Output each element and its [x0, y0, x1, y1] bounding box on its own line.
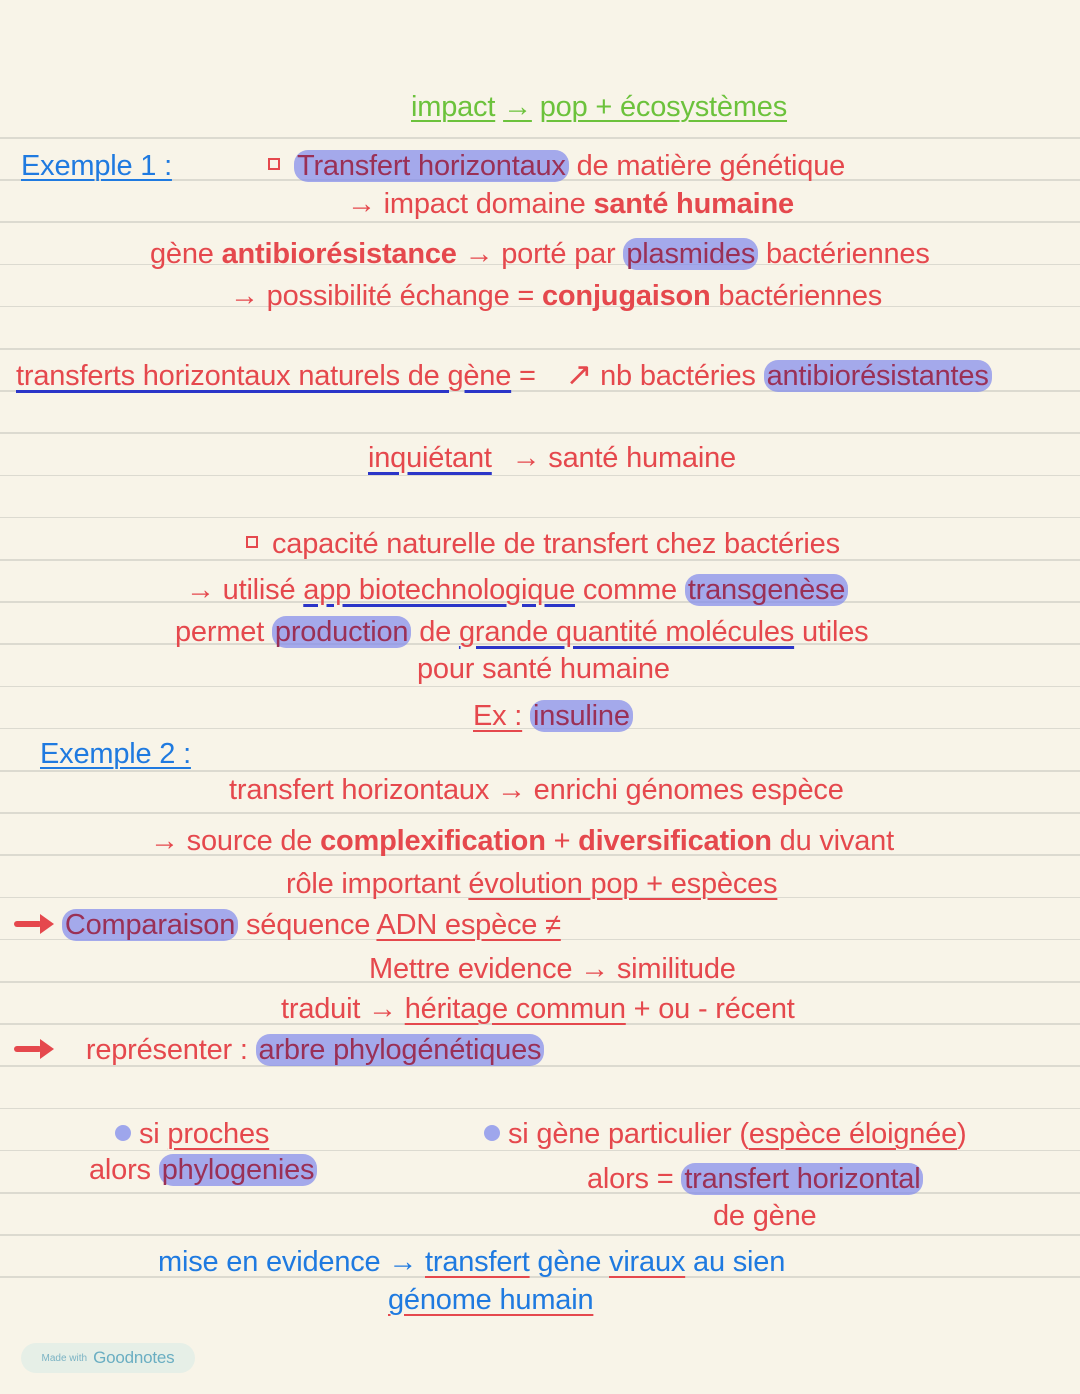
- highlight-transfert-horizontaux: Transfert horizontaux: [294, 150, 569, 182]
- ex1-line-9: [175, 614, 868, 650]
- ex2-line-6: [281, 991, 795, 1027]
- underlined-adn-espece: ADN espèce ≠: [376, 909, 561, 941]
- text: permet: [175, 616, 272, 648]
- text: ): [957, 1118, 967, 1150]
- ex2-line-1: transfert horizontaux → enrichi génomes espèce: [229, 774, 844, 806]
- ex1-line-8: [186, 572, 848, 608]
- underlined-ex: Ex :: [473, 700, 523, 732]
- right-col-line-1: [484, 1116, 967, 1152]
- underlined-genome-humain: génome humain: [388, 1284, 594, 1316]
- text: du vivant: [771, 825, 894, 857]
- ruled-line: [0, 517, 1080, 519]
- right-col-line-3: de gène: [713, 1200, 817, 1232]
- ruled-line: [0, 432, 1080, 434]
- ex2-line-5: Mettre evidence → similitude: [369, 953, 736, 985]
- right-col-line-2: [587, 1161, 923, 1197]
- bold-complexification: complexification: [320, 825, 546, 857]
- text: mise en evidence →: [158, 1246, 425, 1278]
- text: de: [411, 616, 459, 648]
- highlight-arbre-phylogenetiques: arbre phylogénétiques: [256, 1034, 545, 1066]
- text: → utilisé: [186, 574, 304, 606]
- ex2-line-2: [150, 823, 894, 859]
- square-bullet-icon: [246, 536, 258, 548]
- ex1-line-3: [150, 236, 930, 272]
- title-pop-ecosystems: pop + écosystèmes: [539, 91, 788, 123]
- ex1-line-10: pour santé humaine: [417, 653, 670, 685]
- badge-small-text: Made with: [41, 1352, 88, 1364]
- text: bactériennes: [710, 280, 883, 312]
- ex1-line-4: [230, 278, 882, 314]
- arrow-icon: →: [503, 91, 532, 123]
- ex1-line-11: [473, 698, 633, 734]
- highlight-production: production: [272, 616, 411, 648]
- ex2-line-8: [158, 1244, 785, 1280]
- text: utiles: [794, 616, 869, 648]
- text: alors =: [587, 1163, 682, 1195]
- right-arrow-icon: [14, 918, 54, 930]
- text: si gène particulier (: [508, 1118, 749, 1150]
- text: au sien: [685, 1246, 786, 1278]
- ruled-line: [0, 812, 1080, 814]
- underlined-grande-quantite: grande quantité molécules: [458, 616, 795, 648]
- left-col-line-2: [89, 1152, 317, 1188]
- text: gène: [529, 1246, 610, 1278]
- text: =: [511, 360, 536, 392]
- underlined-transfert: transfert: [425, 1246, 530, 1278]
- text: comme: [575, 574, 685, 606]
- bold-diversification: diversification: [578, 825, 772, 857]
- text: → porté par: [456, 238, 624, 270]
- ex1-line-5: [16, 356, 992, 394]
- highlight-antibioresistantes: antibiorésistantes: [764, 360, 992, 392]
- underlined-evolution: évolution pop + espèces: [468, 868, 778, 900]
- underlined-transferts-naturels: transferts horizontaux naturels de gène: [16, 360, 512, 392]
- ruled-line: [0, 1234, 1080, 1236]
- ex1-line-1: [268, 148, 845, 184]
- title-impact: impact: [411, 91, 496, 123]
- ruled-line: [0, 137, 1080, 139]
- dot-bullet-icon: [115, 1125, 131, 1141]
- badge-brand-text: Goodnotes: [93, 1348, 175, 1367]
- highlight-insuline: insuline: [530, 700, 633, 732]
- ex2-line-4: [14, 907, 561, 943]
- underlined-app-biotechnologique: app biotechnologique: [303, 574, 576, 606]
- highlight-plasmides: plasmides: [623, 238, 758, 270]
- text: gène: [150, 238, 222, 270]
- text: + ou - récent: [625, 993, 795, 1025]
- underlined-proches: proches: [167, 1118, 270, 1150]
- ex2-line-3: [286, 866, 777, 902]
- made-with-goodnotes-badge: [21, 1343, 195, 1373]
- underlined-viraux: viraux: [609, 1246, 686, 1278]
- bold-sante-humaine: santé humaine: [593, 188, 794, 220]
- underlined-espece-eloignee: espèce éloignée: [748, 1118, 958, 1150]
- text: → impact domaine: [347, 188, 594, 220]
- ruled-line: [0, 1108, 1080, 1110]
- ex1-line-7: [246, 526, 840, 562]
- text: si: [139, 1118, 168, 1150]
- right-arrow-icon: [14, 1043, 54, 1055]
- text: nb bactéries: [592, 360, 764, 392]
- text: bactériennes: [758, 238, 930, 270]
- text: représenter :: [85, 1034, 256, 1066]
- text: → santé humaine: [511, 442, 736, 474]
- text: alors: [89, 1154, 159, 1186]
- ex2-line-7: [14, 1032, 544, 1068]
- highlight-comparaison: Comparaison: [62, 909, 238, 941]
- text: → source de: [150, 825, 321, 857]
- text: rôle important: [286, 868, 469, 900]
- heading-example-2: Exemple 2 :: [40, 738, 191, 770]
- ex1-line-2: [347, 186, 794, 222]
- ex1-line-6: [368, 440, 736, 476]
- text: séquence: [238, 909, 377, 941]
- bold-conjugaison: conjugaison: [541, 280, 711, 312]
- underlined-heritage-commun: héritage commun: [404, 993, 626, 1025]
- text: capacité naturelle de transfert chez bactéries: [272, 528, 840, 560]
- ruled-line: [0, 348, 1080, 350]
- left-col-line-1: [115, 1116, 269, 1152]
- page-title: [411, 89, 787, 125]
- increase-arrow-icon: ↗: [565, 356, 593, 392]
- highlight-phylogenies: phylogenies: [159, 1154, 318, 1186]
- ex2-line-9: [388, 1282, 593, 1318]
- underlined-inquietant: inquiétant: [368, 442, 492, 474]
- highlight-transfert-horizontal: transfert horizontal: [681, 1163, 923, 1195]
- text: +: [545, 825, 579, 857]
- text: → possibilité échange =: [230, 280, 542, 312]
- square-bullet-icon: [268, 158, 280, 170]
- bold-antibioresistance: antibiorésistance: [221, 238, 457, 270]
- heading-example-1: Exemple 1 :: [21, 150, 172, 182]
- highlight-transgenese: transgenèse: [685, 574, 848, 606]
- text: traduit →: [281, 993, 405, 1025]
- text: de matière génétique: [568, 150, 846, 182]
- dot-bullet-icon: [484, 1125, 500, 1141]
